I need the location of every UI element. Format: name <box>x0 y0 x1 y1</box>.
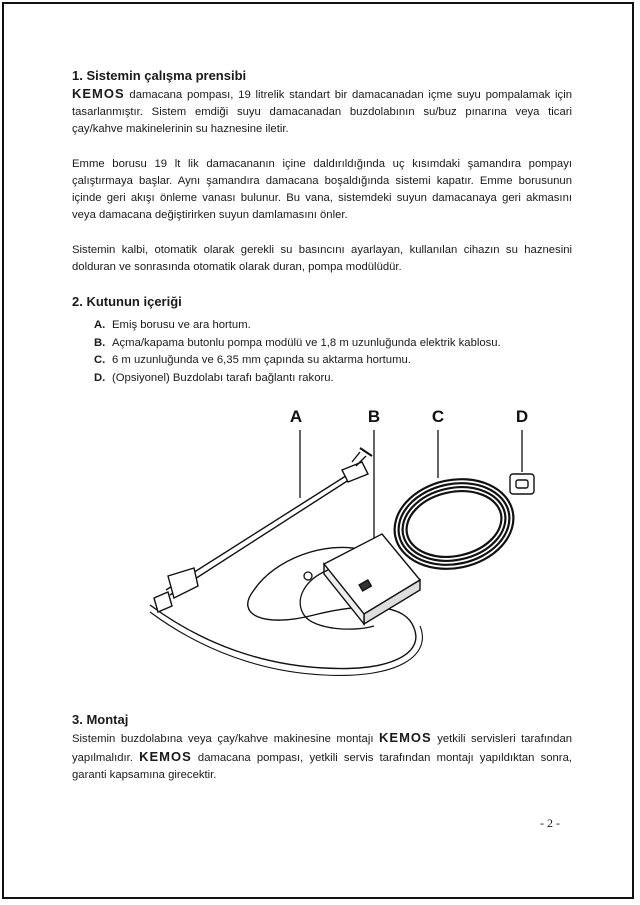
list-item: A. Emiş borusu ve ara hortum. <box>94 319 251 331</box>
list-item: C. 6 m uzunluğunda ve 6,35 mm çapında su aktarma hortumu. <box>94 354 411 366</box>
brand-name: KEMOS <box>139 749 192 764</box>
page-number: - 2 - <box>540 816 560 830</box>
product-diagram <box>124 400 564 690</box>
fridge-connector <box>510 474 534 494</box>
section-1-paragraph-3: Sistemin kalbi, otomatik olarak gerekli su basıncını ayarlayan, kullanılan cihazın su haznesini dolduran ve sonrasında otomatik olarak duran, pompa modülüdür. <box>72 244 572 273</box>
diagram-label-c: C <box>431 407 445 426</box>
document-page <box>2 2 634 899</box>
diagram-label-a: A <box>289 407 303 426</box>
cable-plug <box>304 572 312 580</box>
section-1-paragraph-1: KEMOS damacana pompası, 19 litrelik standart bir damacanadan içme suyu pompalamak için tasarlanmıştır. Sistem emdiği suyu damacanadan buzdolabının su/buz pınarına veya ticari çay/kahve makinelerinin su haznesine iletir. <box>72 86 572 135</box>
section-2-title: 2. Kutunun içeriği <box>72 294 182 309</box>
section-3 <box>72 712 572 784</box>
contents-list <box>94 317 572 387</box>
section-3-paragraph: Sistemin buzdolabına veya çay/kahve makinesine montajı KEMOS yetkili servisleri tarafından yapılmalıdır. KEMOS damacana pompası, yetkili servis tarafından montajı yapıldıktan sonra, garanti kapsamına girecektir. <box>72 730 573 781</box>
section-1-title: 1. Sistemin çalışma prensibi <box>72 68 247 83</box>
section-3-title: 3. Montaj <box>72 712 129 727</box>
brand-name: KEMOS <box>72 86 125 101</box>
diagram-label-d: D <box>515 407 529 426</box>
content-area <box>72 68 572 387</box>
diagram-label-b: B <box>367 407 381 426</box>
section-1-paragraph-2: Emme borusu 19 lt lik damacananın içine daldırıldığında uç kısımdaki şamandıra pompayı çalıştırmaya başlar. Aynı şamandıra damacana boşaldığında sistemi kapatır. Emme borusunun içinde geri akışı önleme vanası bulunur. Bu vana, sistemdeki suyun damacanaya geri akmasını veya damacana değiştirirken suyun damlamasını önler. <box>72 158 572 221</box>
list-item: B. Açma/kapama butonlu pompa modülü ve 1,8 m uzunluğunda elektrik kablosu. <box>94 336 501 349</box>
list-item: D. (Opsiyonel) Buzdolabı tarafı bağlantı rakoru. <box>94 371 334 384</box>
brand-name: KEMOS <box>379 730 432 745</box>
